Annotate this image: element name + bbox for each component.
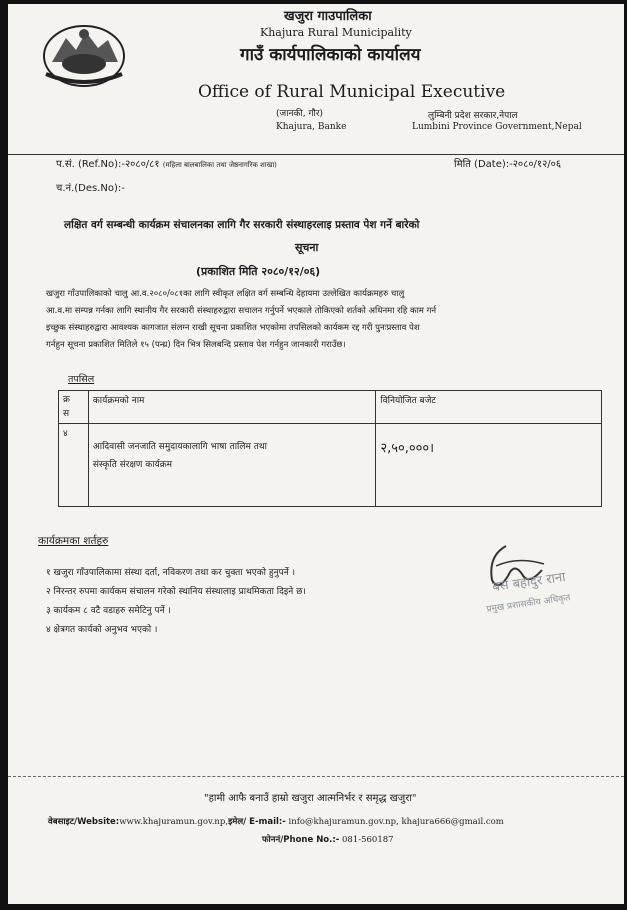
details-heading: तपसिल xyxy=(68,374,95,385)
address-np: (जानकी, गौर) xyxy=(276,109,324,119)
address-en: Khajura, Banke xyxy=(276,122,347,132)
letter-date: मिति (Date):-२०८०/१२/०६ xyxy=(454,159,562,170)
municipality-name-en: Khajura Rural Municipality xyxy=(260,26,412,39)
table-header-row xyxy=(59,391,602,424)
notice-body-line: खजुरा गाँउपालिकाको चालु आ.व.२०८०/०८१का लागि स्वीकृत लक्षित वर्ग सम्बन्धि देहायमा उल्लेखित कार्यक्रमहरु चालु xyxy=(46,289,405,299)
letter-page xyxy=(8,4,624,904)
details-table xyxy=(58,390,602,507)
province-np: लुम्बिनी प्रदेश सरकार,नेपाल xyxy=(428,111,518,121)
notice-body xyxy=(46,286,624,354)
header-program-name: कार्यक्रमको नाम xyxy=(88,391,375,424)
signatory-title: प्रमुख प्रशासकीय अधिकृत xyxy=(485,593,571,615)
signatory-name: बस बहादुर राना xyxy=(491,569,567,596)
notice-body-line: आ.व.मा सम्पन्न गर्नका लागि स्थानीय गैर सरकारी संस्थाहरुद्वारा सचालन गर्नुपर्ने भएकाले तोकिएको शर्तको अधिनमा रहि काम गर्न xyxy=(46,306,437,316)
footer-slogan: "हामी आफै बनाउँ हाम्रो खजुरा आत्मनिर्भर र समृद्ध खजुरा" xyxy=(204,793,417,804)
notice-title: लक्षित वर्ग सम्बन्धी कार्यक्रम संचालनका लागि गैर सरकारी संस्थाहरलाइ प्रस्ताव पेश गर्ने बारेको xyxy=(64,219,420,231)
table-row xyxy=(59,424,602,507)
row-budget: २,५०,०००। xyxy=(376,424,602,507)
published-date: (प्रकाशित मिति २०८०/१२/०६) xyxy=(196,265,321,278)
notice-body-line: इच्छुक संस्थाहरुद्वारा आवश्यक कागजात संलग्न राखी सूचना प्रकाशित भएकोमा तपसिलको कार्यकम रद्द गरी पुनःप्रस्ताव पेश xyxy=(46,323,420,333)
conditions-list xyxy=(46,564,306,640)
row-serial: ४ xyxy=(59,424,89,507)
header-budget: विनियोजित बजेट xyxy=(376,391,602,424)
condition-item: ३ कार्यकम ८ वटै वडाहरु समेटिनु पर्ने । xyxy=(46,606,171,616)
des-number: च.नं.(Des.No):- xyxy=(56,183,125,194)
header-serial: क्र स xyxy=(59,391,89,424)
condition-item: २ निरन्तर रुपमा कार्यकम संचालन गरेको स्थानिय संस्थालाइ प्राथमिकता दिइने छ। xyxy=(46,587,306,597)
footer-phone: फोननं/Phone No.:- 081-560187 xyxy=(262,835,394,845)
province-en: Lumbini Province Government,Nepal xyxy=(412,122,582,132)
office-name-en: Office of Rural Municipal Executive xyxy=(198,82,506,102)
condition-item: १ खजुरा गाँउपालिकामा संस्था दर्ता, नविकरण तथा कर चुक्ता भएको हुनुपर्ने । xyxy=(46,568,296,578)
notice-subtitle: सूचना xyxy=(295,241,319,254)
conditions-heading: कार्यक्रमका शर्तहरु xyxy=(38,535,109,547)
footer-contact: वेबसाइट/Website:www.khajuramun.gov.np,इमेल/ E-mail:- info@khajuramun.gov.np, khajura666@gmail.com xyxy=(48,817,504,827)
notice-body-line: गर्नहुन सूचना प्रकाशित मितिले १५ (पन्ध्र) दिन भित्र सिलबन्दि प्रस्ताव पेश गर्नहुन जानकारी गराउँछ। xyxy=(46,340,346,350)
header-divider xyxy=(8,154,624,155)
row-program-name: आदिवासी जनजाति समुदायकालागि भाषा तालिम तथा संस्कृति संरक्षण कार्यक्रम xyxy=(88,424,375,507)
condition-item: ४ क्षेत्रगत कार्यको अनुभव भएको । xyxy=(46,625,158,635)
municipality-name-np: खजुरा गाउपालिका xyxy=(284,9,372,24)
office-name-np: गाउँ कार्यपालिकाको कार्यालय xyxy=(240,45,421,65)
footer-divider xyxy=(8,776,624,777)
nepal-emblem-icon xyxy=(38,16,130,92)
ref-number: प.सं. (Ref.No):-२०८०/८१ (महिला बालबालिका तथा जेष्ठनागरिक शाखा) xyxy=(56,159,277,170)
